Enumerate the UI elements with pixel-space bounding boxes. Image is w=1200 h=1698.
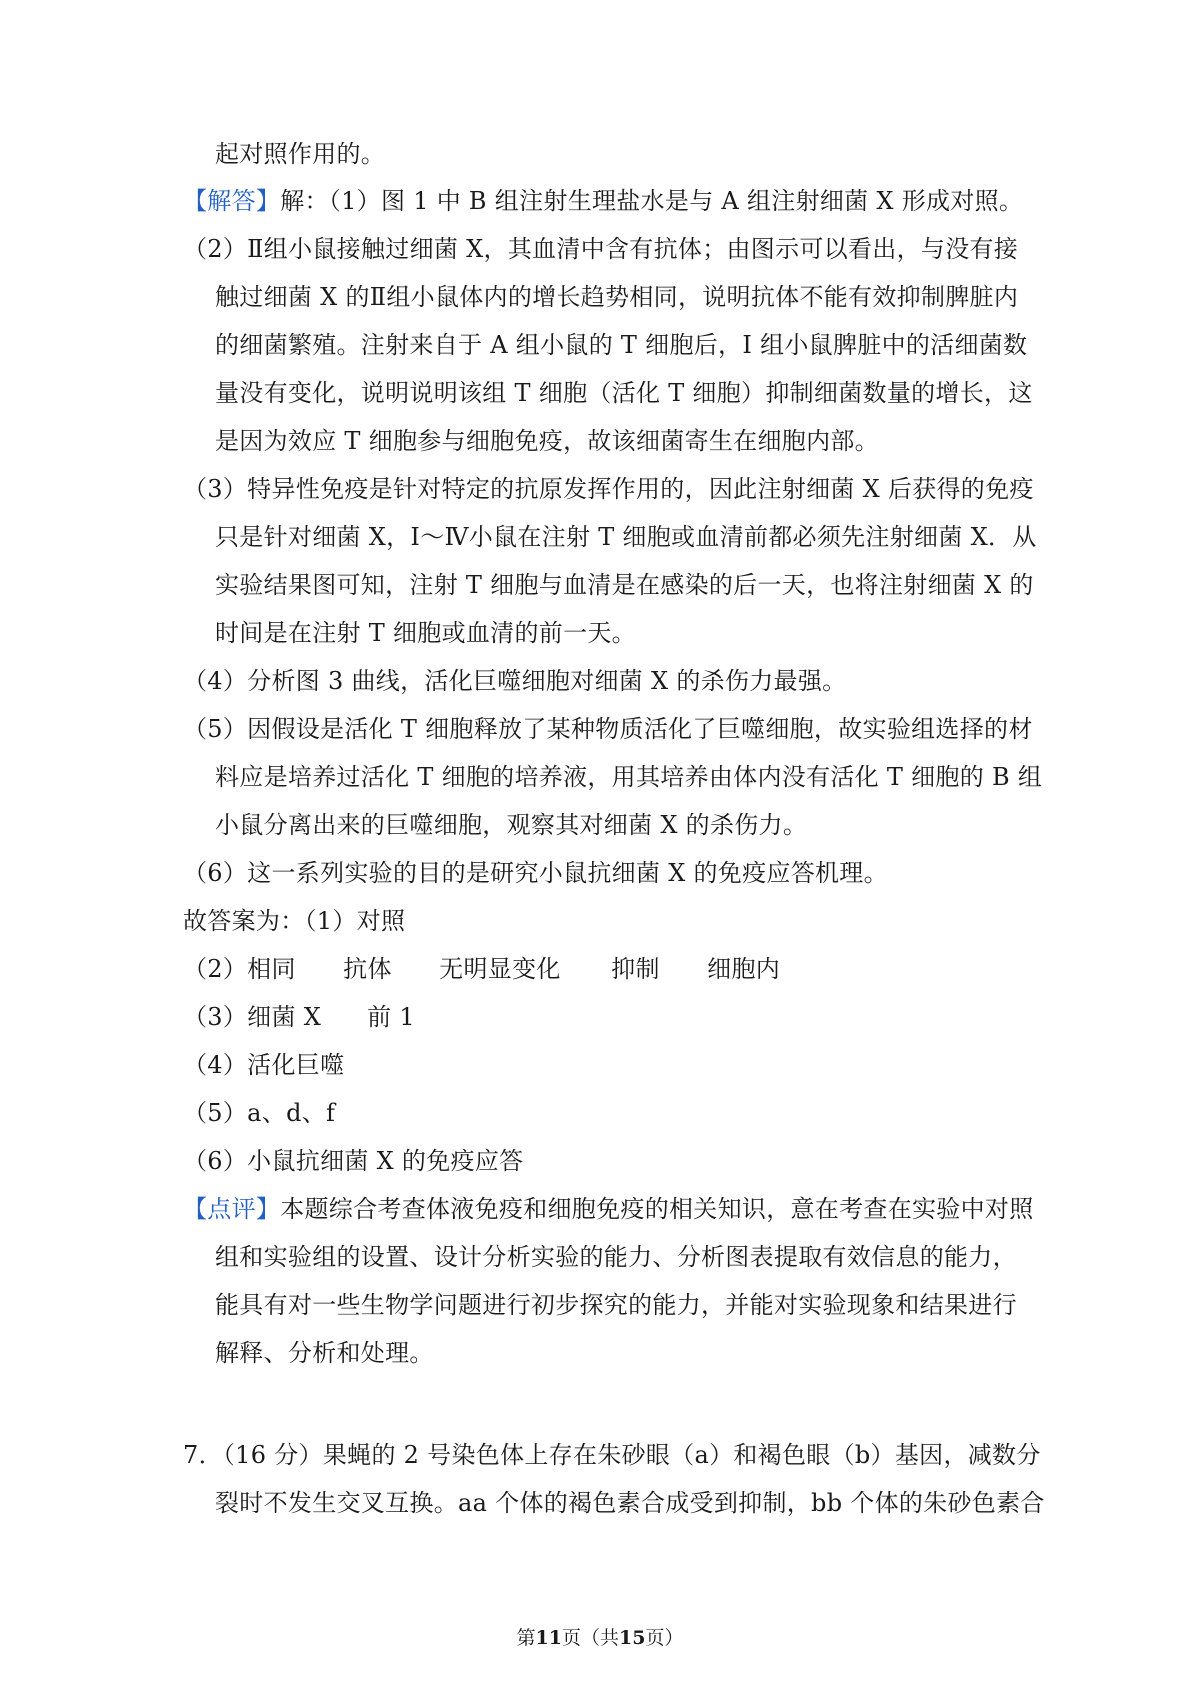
solution-p3-line-3: 时间是在注射 T 细胞或血清的前一天。 — [215, 619, 636, 647]
footer-prefix: 第 — [516, 1627, 536, 1649]
comment-tag: 【点评】 — [183, 1195, 281, 1223]
footer-current-page: 11 — [535, 1627, 562, 1649]
comment-text: 本题综合考查体液免疫和细胞免疫的相关知识，意在考查在实验中对照 — [280, 1195, 1034, 1223]
final-answer-lead: 故答案为：（1）对照 — [183, 907, 406, 935]
final-answer-3-label: （3） — [183, 1003, 248, 1031]
solution-p3-line-1: 只是针对细菌 X，Ⅰ～Ⅳ小鼠在注射 T 细胞或血清前都必须先注射细菌 X．从 — [215, 523, 1037, 551]
final-answer-3 — [183, 1002, 415, 1032]
final-answer-2 — [183, 954, 780, 984]
solution-intro: 解：（1）图 1 中 B 组注射生理盐水是与 A 组注射细菌 X 形成对照。 — [280, 187, 1024, 215]
solution-p2-line-0: （2）Ⅱ组小鼠接触过细菌 X，其血清中含有抗体；由图示可以看出，与没有接 — [183, 235, 1019, 263]
solution-p2-line-3: 量没有变化，说明说明该组 T 细胞（活化 T 细胞）抑制细菌数量的增长，这 — [215, 379, 1033, 407]
final-answer-4: （4）活化巨噬 — [183, 1051, 345, 1079]
solution-p5-line-1: 料应是培养过活化 T 细胞的培养液，用其培养由体内没有活化 T 细胞的 B 组 — [215, 763, 1043, 791]
comment-line-3: 解释、分析和处理。 — [215, 1339, 434, 1367]
comment-line-1: 组和实验组的设置、设计分析实验的能力、分析图表提取有效信息的能力， — [215, 1243, 1017, 1271]
solution-p6: （6）这一系列实验的目的是研究小鼠抗细菌 X 的免疫应答机理。 — [183, 859, 888, 887]
solution-p2-line-1: 触过细菌 X 的Ⅱ组小鼠体内的增长趋势相同，说明抗体不能有效抑制脾脏内 — [215, 283, 1019, 311]
final-answer-2-item: 抑制 — [611, 955, 660, 983]
solution-intro-line — [183, 186, 1023, 216]
final-answer-2-item: 细胞内 — [707, 955, 781, 983]
answer-tail: 起对照作用的。 — [215, 140, 386, 168]
final-answer-3-item: 前 1 — [367, 1003, 415, 1031]
comment-line-0 — [183, 1194, 1034, 1224]
final-answer-6: （6）小鼠抗细菌 X 的免疫应答 — [183, 1147, 524, 1175]
footer-suffix: 页） — [645, 1627, 684, 1649]
final-answer-2-item: 无明显变化 — [439, 955, 561, 983]
question-7-text: （16 分）果蝇的 2 号染色体上存在朱砂眼（a）和褐色眼（b）基因，减数分 — [222, 1441, 1041, 1469]
solution-p4: （4）分析图 3 曲线，活化巨噬细胞对细菌 X 的杀伤力最强。 — [183, 667, 847, 695]
solution-p3-line-0: （3）特异性免疫是针对特定的抗原发挥作用的，因此注射细菌 X 后获得的免疫 — [183, 475, 1034, 503]
question-7-line-1: 裂时不发生交叉互换。aa 个体的褐色素合成受到抑制，bb 个体的朱砂色素合 — [215, 1489, 1045, 1517]
final-answer-2-item: 相同 — [247, 955, 296, 983]
solution-p3-line-2: 实验结果图可知，注射 T 细胞与血清是在感染的后一天，也将注射细菌 X 的 — [215, 571, 1034, 599]
comment-line-2: 能具有对一些生物学问题进行初步探究的能力，并能对实验现象和结果进行 — [215, 1291, 1017, 1319]
question-7-line-0 — [183, 1440, 1041, 1470]
final-answer-2-item: 抗体 — [343, 955, 392, 983]
final-answer-2-label: （2） — [183, 955, 248, 983]
footer-total-pages: 15 — [619, 1627, 646, 1649]
solution-p5-line-2: 小鼠分离出来的巨噬细胞，观察其对细菌 X 的杀伤力。 — [215, 811, 808, 839]
page-footer — [0, 1626, 1200, 1650]
final-answer-5: （5）a、d、f — [183, 1099, 336, 1127]
solution-p2-line-4: 是因为效应 T 细胞参与细胞免疫，故该细菌寄生在细胞内部。 — [215, 427, 879, 455]
solution-p2-line-2: 的细菌繁殖。注射来自于 A 组小鼠的 T 细胞后，I 组小鼠脾脏中的活细菌数 — [215, 331, 1028, 359]
footer-middle: 页（共 — [561, 1627, 619, 1649]
question-7-number: 7． — [183, 1441, 223, 1469]
solution-p5-line-0: （5）因假设是活化 T 细胞释放了某种物质活化了巨噬细胞，故实验组选择的材 — [183, 715, 1033, 743]
final-answer-3-item: 细菌 X — [247, 1003, 322, 1031]
solution-tag: 【解答】 — [183, 187, 281, 215]
